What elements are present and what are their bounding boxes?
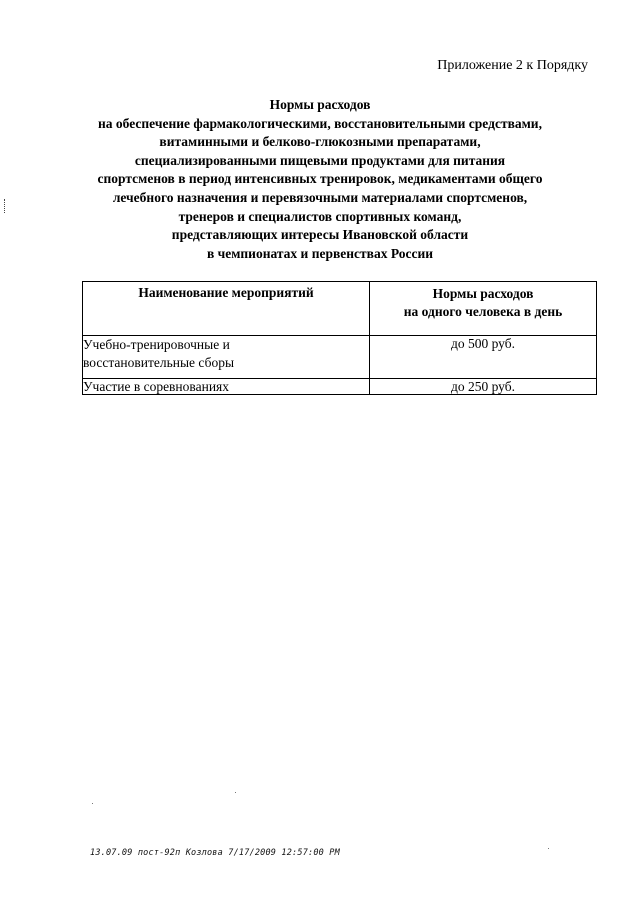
header-norm xyxy=(370,282,597,336)
norms-table xyxy=(82,281,597,395)
activity-name-line: Учебно-тренировочные и xyxy=(83,337,230,352)
document-title xyxy=(60,96,580,263)
title-line: спортсменов в период интенсивных тренировок, медикаментами общего xyxy=(97,171,543,187)
scan-speck xyxy=(548,848,549,849)
norm-value-cell: до 500 руб. xyxy=(370,336,597,379)
title-line: Нормы расходов xyxy=(269,97,371,112)
scan-speck xyxy=(92,803,93,804)
norm-value-cell: до 250 руб. xyxy=(370,379,597,395)
table-row xyxy=(83,336,597,379)
header-norm-line: Нормы расходов xyxy=(432,286,534,301)
activity-name-cell xyxy=(83,336,370,379)
activity-name-line: восстановительные сборы xyxy=(83,355,235,370)
footer-stamp: 13.07.09 пост-92п Козлова 7/17/2009 12:57:00 PM xyxy=(90,848,340,858)
title-line: представляющих интересы Ивановской области xyxy=(171,227,469,243)
title-line: тренеров и специалистов спортивных команд, xyxy=(178,208,462,224)
title-line: витаминными и белково-глюкозными препаратами, xyxy=(159,134,481,150)
appendix-note: Приложение 2 к Порядку xyxy=(437,58,588,73)
table-header-row xyxy=(83,282,597,336)
title-line: на обеспечение фармакологическими, восстановительными средствами, xyxy=(98,115,542,131)
header-norm-line: на одного человека в день xyxy=(403,304,563,319)
title-line: специализированными пищевыми продуктами для питания xyxy=(134,152,506,168)
title-line: в чемпионатах и первенствах России xyxy=(206,245,434,261)
activity-name-cell: Участие в соревнованиях xyxy=(83,379,370,395)
table-row xyxy=(83,379,597,395)
header-name: Наименование мероприятий xyxy=(83,282,370,336)
scan-speck xyxy=(235,792,236,793)
title-line: лечебного назначения и перевязочными материалами спортсменов, xyxy=(112,189,528,205)
scan-margin-mark xyxy=(4,199,6,213)
